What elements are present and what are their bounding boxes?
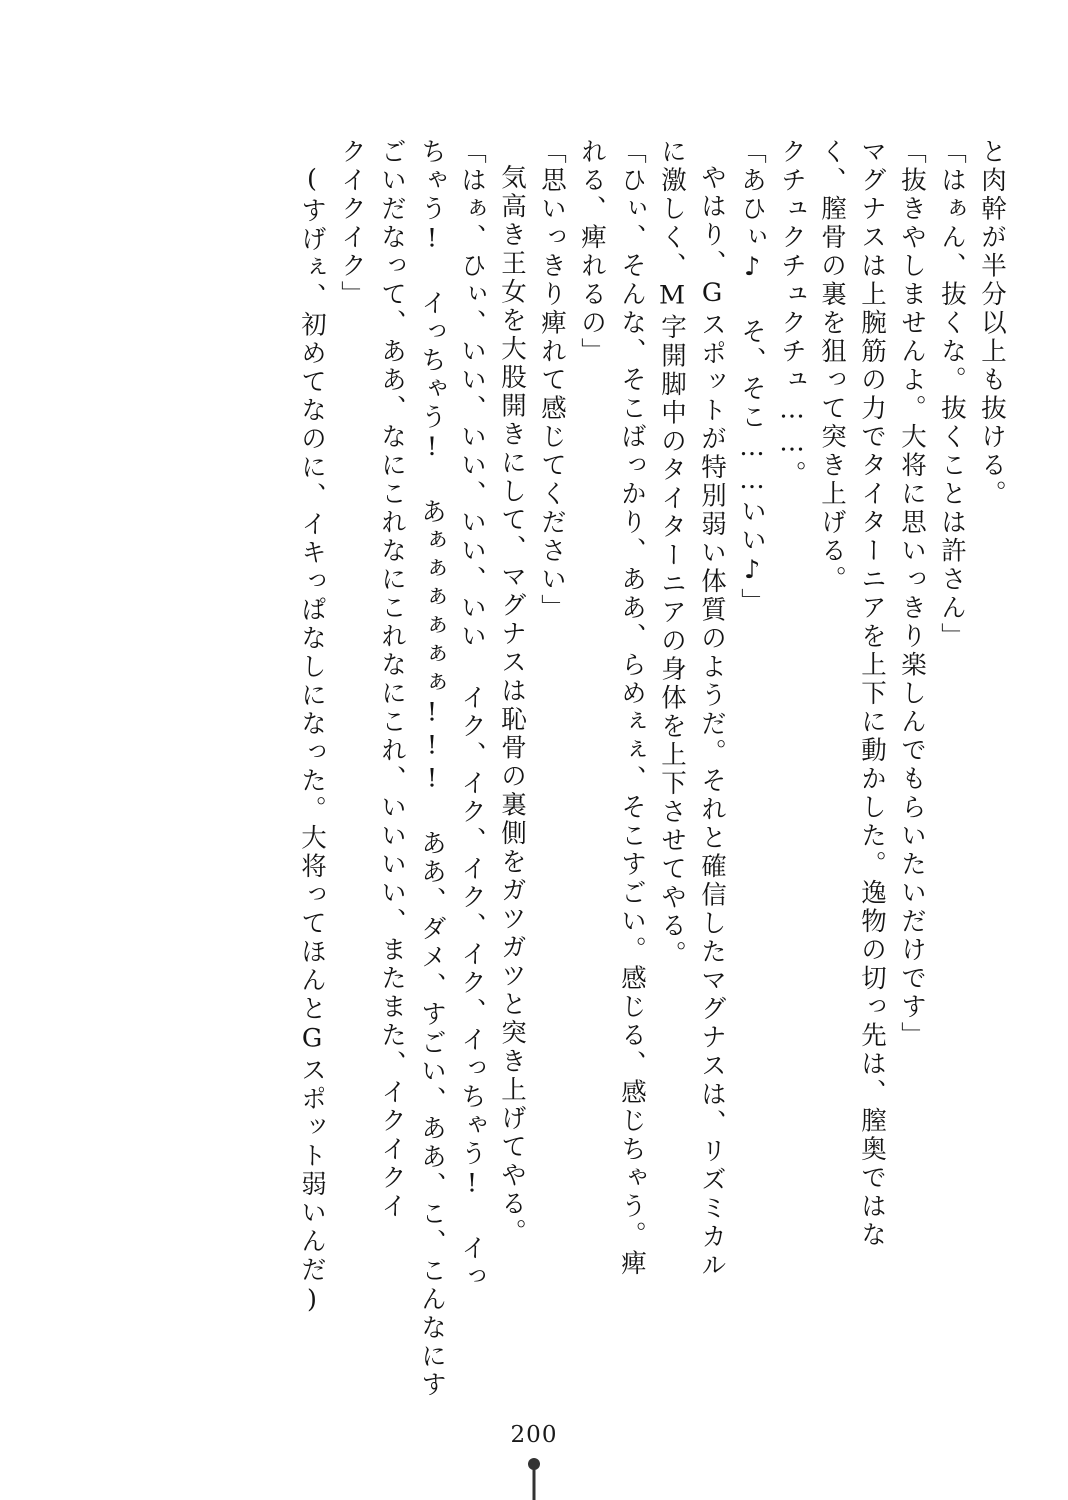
text-line: (すげぇ、初めてなのに、イキっぱなしになった。大将ってほんとGスポット弱いんだ): [297, 164, 327, 1318]
text-line: れる、痺れるの」: [577, 138, 607, 366]
text-line: 「あひぃ♪ そ、そこ……いい♪」: [737, 138, 767, 617]
text-line: マグナスは上腕筋の力でタイターニアを上下に動かした。逸物の切っ先は、膣奥ではな: [857, 138, 887, 1250]
text-line: 気高き王女を大股開きにして、マグナスは恥骨の裏側をガツガツと突き上げてやる。: [497, 164, 527, 1247]
text-line: クチュクチュクチュ……。: [777, 138, 807, 489]
footer-rule-ornament: [533, 1466, 536, 1500]
text-line: く、膣骨の裏を狙って突き上げる。: [817, 138, 847, 594]
page-number: 200: [510, 1422, 558, 1448]
text-line: 「抜きやしませんよ。大将に思いっきり楽しんでもらいたいだけです」: [897, 138, 927, 1050]
text-line: やはり、Gスポットが特別弱い体質のようだ。それと確信したマグナスは、リズミカル: [697, 164, 727, 1280]
text-line: ごいだなって、ああ、なにこれなにこれなにこれ、いいいい、またまた、イクイクイ: [377, 138, 407, 1221]
vertical-text-block: [96, 138, 1007, 1400]
text-line: 「ひぃ、そんな、そこばっかり、ああ、らめぇぇ、そこすごい。感じる、感じちゃう。痺: [617, 138, 647, 1278]
text-line: と肉幹が半分以上も抜ける。: [977, 138, 1007, 509]
text-line: に激しく、M字開脚中のタイターニアの身体を上下させてやる。: [657, 138, 687, 969]
text-line: ちゃう! イっちゃう! あぁぁぁぁぁぁ!!! ああ、ダメ、すごい、ああ、こ、こんなにす: [417, 138, 447, 1400]
text-line: 「はぁ、ひぃ、いい、いい、いい、いい イク、イク、イク、イク、イっちゃう! イっ: [457, 138, 487, 1292]
text-line: クイクイク」: [337, 138, 367, 309]
text-line: 「はぁん、抜くな。抜くことは許さん」: [937, 138, 967, 651]
text-line: 「思いっきり痺れて感じてください」: [537, 138, 567, 623]
